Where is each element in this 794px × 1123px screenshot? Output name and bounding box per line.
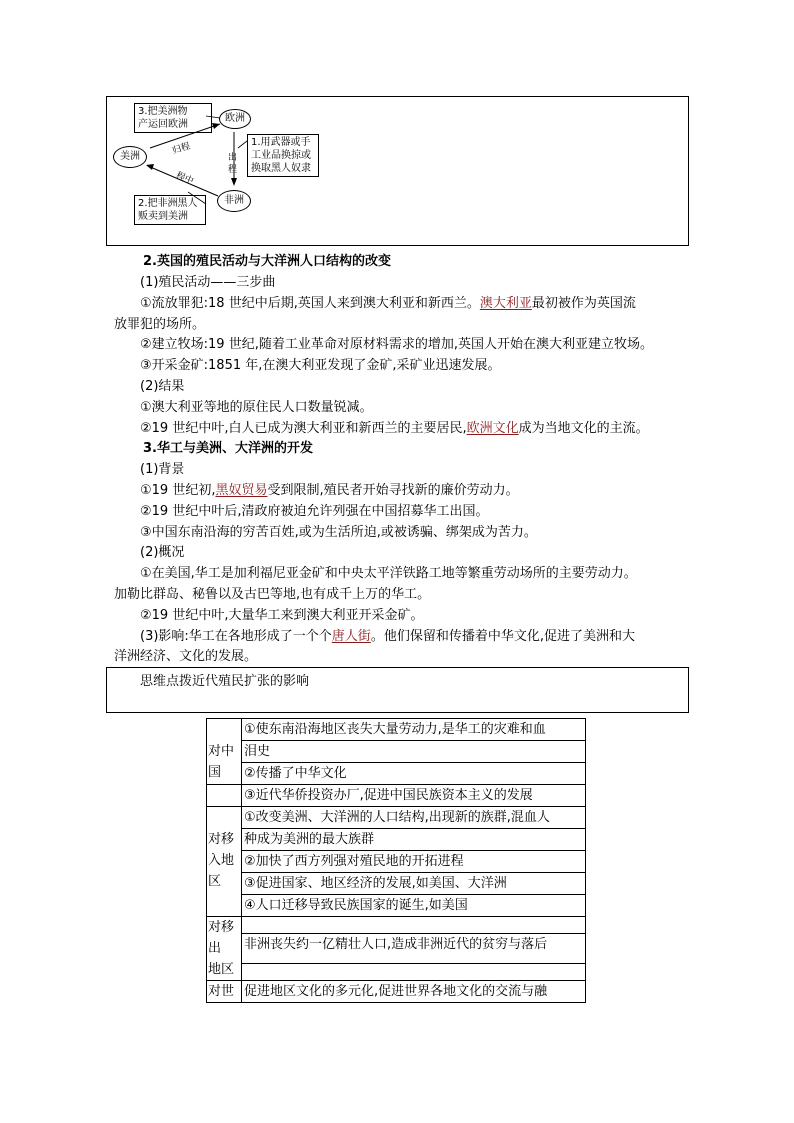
- table-row: [207, 917, 586, 934]
- table-cell: 泪史: [242, 741, 586, 763]
- section3-line2: ②19 世纪中叶后,清政府被迫允许列强在中国招募华工出国。: [140, 504, 489, 519]
- table-row: [207, 785, 586, 807]
- table-row: [207, 873, 586, 895]
- section2-sub1: (1)殖民活动——三步曲: [140, 275, 276, 290]
- node-europe: 欧洲: [219, 109, 251, 129]
- section2-title: 2.英国的殖民活动与大洋洲人口结构的改变: [143, 254, 391, 269]
- section3-line4: ①在美国,华工是加利福尼亚金矿和中央太平洋铁路工地等繁重劳动场所的主要劳动力。: [140, 566, 637, 581]
- impact-table: [206, 718, 586, 1003]
- table-cell-empty: [207, 807, 242, 829]
- term-slave-trade: 黑奴贸易: [215, 483, 268, 498]
- table-row: [207, 807, 586, 829]
- table-cell: ①改变美洲、大洋洲的人口结构,出现新的族群,混血人: [242, 807, 586, 829]
- section3-line8: 洋洲经济、文化的发展。: [114, 649, 258, 664]
- section2-line5: ①澳大利亚等地的原住民人口数量锐减。: [140, 400, 373, 415]
- diagram-note-sell-slaves: 2.把非洲黑人 贩卖到美洲: [134, 195, 206, 225]
- table-cell: 种成为美洲的最大族群: [242, 829, 586, 851]
- table-cell: ②加快了西方列强对殖民地的开拓进程: [242, 851, 586, 873]
- table-cell-empty: [207, 785, 242, 807]
- table-cell: 促进地区文化的多元化,促进世界各地文化的交流与融: [242, 981, 586, 1003]
- section3-line6: ②19 世纪中叶,大量华工来到澳大利亚开采金矿。: [140, 608, 424, 623]
- table-row: [207, 829, 586, 851]
- table-cell: [242, 964, 586, 981]
- table-cell: ③促进国家、地区经济的发展,如美国、大洋洲: [242, 873, 586, 895]
- edge-label-middle: 程中: [174, 170, 195, 187]
- table-head-immigration: 对移 入地 区: [207, 829, 242, 895]
- term-australia: 澳大利亚: [479, 296, 532, 311]
- section3-sub2: (2)概况: [140, 545, 185, 560]
- table-cell-empty: [207, 895, 242, 917]
- diagram-note-return-goods: 3.把美洲物 产运回欧洲: [134, 103, 212, 133]
- section2-line3: ②建立牧场:19 世纪,随着工业革命对原材料需求的增加,英国人开始在澳大利亚建立牧场。: [140, 337, 653, 352]
- table-row: [207, 895, 586, 917]
- section3-sub1: (1)背景: [140, 462, 185, 477]
- table-head-world: 对世: [207, 981, 242, 1003]
- table-row: [207, 719, 586, 741]
- edge-label-return: 归程: [171, 141, 192, 157]
- section3-line7: (3)影响:华工在各地形成了一个个唐人街。他们保留和传播着中华文化,促进了美洲和大: [140, 629, 635, 644]
- table-row: [207, 763, 586, 785]
- thinking-title: 思维点拨近代殖民扩张的影响: [140, 674, 310, 689]
- section3-title: 3.华工与美洲、大洋洲的开发: [143, 441, 313, 456]
- table-row: [207, 934, 586, 964]
- term-european-culture: 欧洲文化: [466, 421, 519, 436]
- table-row: [207, 964, 586, 981]
- node-africa: 非洲: [217, 190, 251, 212]
- table-head-china: [207, 719, 242, 741]
- section2-sub2: (2)结果: [140, 379, 185, 394]
- diagram-note-acquire-slaves: 1.用武器或手 工业品换掠或 换取黑人奴隶: [247, 134, 319, 177]
- table-row: [207, 851, 586, 873]
- table-head-china-label: 对中 国: [207, 741, 242, 785]
- section3-line3: ③中国东南沿海的穷苦百姓,或为生活所迫,或被诱骗、绑架成为苦力。: [140, 525, 537, 540]
- section3-line1: ①19 世纪初,黑奴贸易受到限制,殖民者开始寻找新的廉价劳动力。: [140, 483, 519, 498]
- table-cell: [242, 917, 586, 934]
- table-row: [207, 981, 586, 1003]
- table-row: [207, 741, 586, 763]
- section2-line1: ①流放罪犯:18 世纪中后期,英国人来到澳大利亚和新西兰。澳大利亚最初被作为英国流: [140, 296, 636, 311]
- table-cell: 非洲丧失约一亿精壮人口,造成非洲近代的贫穷与落后: [242, 934, 586, 964]
- section2-line2: 放罪犯的场所。: [114, 317, 206, 332]
- section2-line6: ②19 世纪中叶,白人已成为澳大利亚和新西兰的主要居民,欧洲文化成为当地文化的主流。: [140, 421, 649, 436]
- node-america: 美洲: [113, 146, 147, 168]
- table-head-emigration: 对移 出 地区: [207, 917, 242, 981]
- table-cell: ②传播了中华文化: [242, 763, 586, 785]
- diagram-arrows: [106, 96, 689, 246]
- edge-label-out-1: 出: [228, 153, 238, 163]
- term-chinatown: 唐人街: [331, 629, 371, 644]
- table-cell: ③近代华侨投资办厂,促进中国民族资本主义的发展: [242, 785, 586, 807]
- section2-line4: ③开采金矿:1851 年,在澳大利亚发现了金矿,采矿业迅速发展。: [140, 358, 501, 373]
- section3-line5: 加勒比群岛、秘鲁以及古巴等地,也有成千上万的华工。: [114, 587, 431, 602]
- table-cell: ①使东南沿海地区丧失大量劳动力,是华工的灾难和血: [242, 719, 586, 741]
- table-cell: ④人口迁移导致民族国家的诞生,如美国: [242, 895, 586, 917]
- edge-label-out-2: 程: [228, 165, 238, 175]
